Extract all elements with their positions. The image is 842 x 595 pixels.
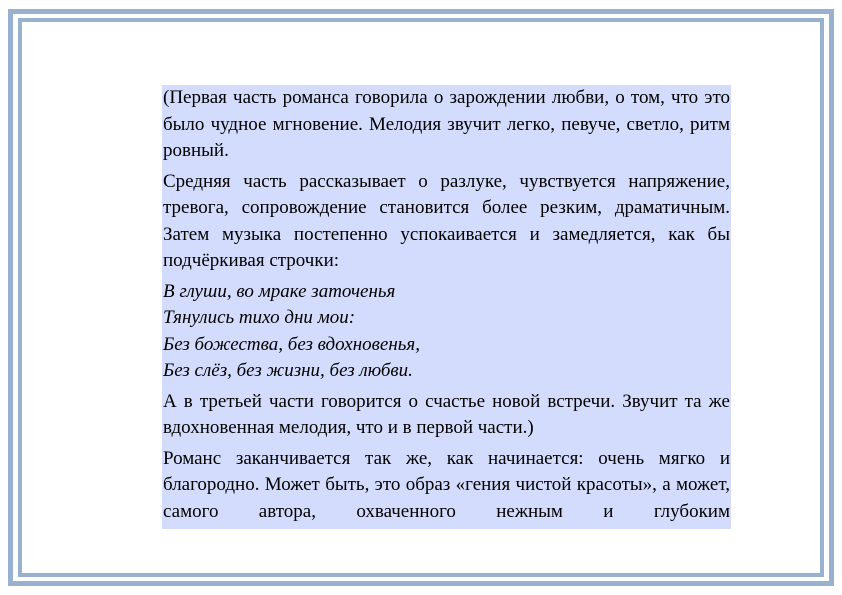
paragraph-first-part: (Первая часть романса говорила о зарождении любви, о том, что это было чудное мгновение. Мелодия звучит легко, певуче, светло, ритм ровный. xyxy=(163,87,730,161)
text-box xyxy=(162,85,731,529)
poem-line-4: Без слёз, без жизни, без любви. xyxy=(163,360,413,381)
poem-line-2: Тянулись тихо дни мои: xyxy=(163,307,356,328)
poem-quote xyxy=(162,279,731,385)
poem-line-1: В глуши, во мраке заточенья xyxy=(163,280,396,302)
paragraph-third-part: А в третьей части говорится о счастье новой встречи. Звучит та же вдохновенная мелодия, что и в первой части.) xyxy=(163,390,730,438)
paragraph-ending: Романс заканчивается так же, как начинается: очень мягко и благородно. Может быть, это образ «гения чистой красоты», а может, самого автора, охваченного нежным и глубоким xyxy=(163,447,730,522)
poem-line-3: Без божества, без вдохновенья, xyxy=(163,333,420,355)
paragraph-middle-part: Средняя часть рассказывает о разлуке, чувствуется напряжение, тревога, сопровождение становится более резким, драматичным. Затем музыка постепенно успокаивается и замедляется, как бы подчёркивая строчки: xyxy=(163,170,730,271)
